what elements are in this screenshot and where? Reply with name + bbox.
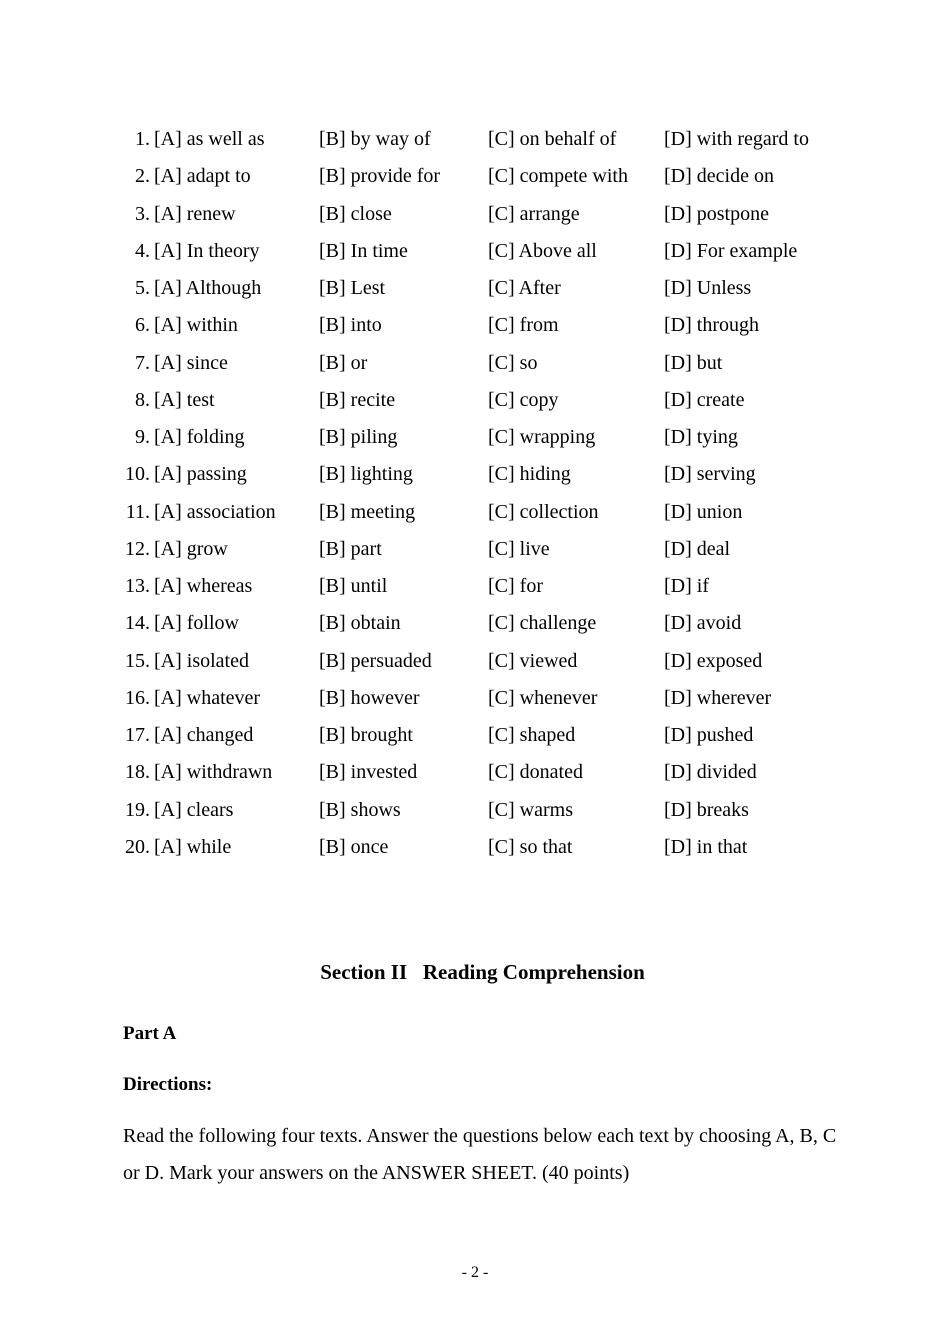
option-a: [A] clears — [154, 798, 234, 821]
option-b: [B] obtain — [319, 612, 401, 635]
option-c: [C] collection — [488, 500, 599, 523]
option-d: [D] divided — [664, 761, 757, 784]
option-c: [C] viewed — [488, 649, 578, 672]
option-b: [B] by way of — [319, 128, 431, 150]
option-b: [B] into — [319, 314, 382, 337]
option-a: [A] within — [154, 314, 238, 337]
option-c: [C] arrange — [488, 202, 580, 225]
option-a: [A] folding — [154, 426, 245, 448]
option-b: [B] close — [319, 202, 392, 225]
question-row — [0, 419, 950, 456]
question-options-list — [0, 121, 950, 866]
option-c: [C] donated — [488, 761, 583, 784]
question-row — [0, 605, 950, 642]
question-number: 14. — [125, 612, 150, 635]
option-a: [A] as well as — [154, 128, 265, 150]
question-row — [0, 531, 950, 568]
question-row — [0, 307, 950, 344]
option-a: [A] test — [154, 388, 215, 411]
option-a: [A] withdrawn — [154, 761, 273, 784]
option-a: [A] since — [154, 351, 228, 374]
option-b: [B] Lest — [319, 277, 386, 299]
question-number: 11. — [125, 500, 150, 523]
option-d: [D] with regard to — [664, 128, 809, 150]
question-row — [0, 233, 950, 270]
option-d: [D] deal — [664, 537, 731, 560]
option-c: [C] After — [488, 277, 561, 299]
option-a: [A] changed — [154, 724, 254, 746]
option-c: [C] warms — [488, 798, 573, 821]
question-row — [0, 158, 950, 195]
option-a: [A] grow — [154, 537, 228, 560]
option-d: [D] if — [664, 575, 709, 597]
directions-heading: Directions: — [123, 1074, 213, 1095]
option-b: [B] provide for — [319, 165, 441, 188]
option-b: [B] until — [319, 575, 388, 597]
option-d: [D] For example — [664, 239, 798, 262]
option-c: [C] Above all — [488, 239, 597, 262]
question-number: 8. — [135, 388, 150, 411]
question-row — [0, 643, 950, 680]
option-a: [A] In theory — [154, 239, 260, 262]
question-number: 10. — [125, 463, 150, 486]
part-title: Part A — [123, 1023, 177, 1044]
option-b: [B] brought — [319, 724, 413, 746]
option-c: [C] hiding — [488, 463, 571, 486]
question-row — [0, 717, 950, 754]
option-c: [C] on behalf of — [488, 128, 617, 150]
question-number: 20. — [125, 835, 150, 858]
question-number: 18. — [125, 761, 150, 784]
option-d: [D] Unless — [664, 277, 752, 299]
option-d: [D] union — [664, 500, 743, 523]
option-d: [D] but — [664, 351, 723, 374]
question-number: 6. — [135, 314, 150, 337]
option-a: [A] renew — [154, 202, 236, 225]
question-row — [0, 754, 950, 791]
option-b: [B] recite — [319, 388, 396, 411]
option-b: [B] piling — [319, 426, 398, 448]
question-number: 9. — [135, 426, 150, 448]
question-number: 3. — [135, 202, 150, 225]
option-a: [A] while — [154, 835, 232, 858]
option-a: [A] follow — [154, 612, 239, 635]
option-b: [B] part — [319, 537, 382, 560]
question-number: 17. — [125, 724, 150, 746]
option-b: [B] In time — [319, 239, 408, 262]
option-d: [D] postpone — [664, 202, 769, 225]
option-d: [D] exposed — [664, 649, 763, 672]
question-row — [0, 456, 950, 493]
question-row — [0, 568, 950, 605]
option-b: [B] meeting — [319, 500, 416, 523]
option-b: [B] however — [319, 686, 420, 709]
option-d: [D] pushed — [664, 724, 754, 746]
question-number: 2. — [135, 165, 150, 188]
option-b: [B] persuaded — [319, 649, 432, 672]
question-row — [0, 382, 950, 419]
question-row — [0, 121, 950, 158]
question-row — [0, 196, 950, 233]
question-row — [0, 792, 950, 829]
question-row — [0, 494, 950, 531]
option-a: [A] Although — [154, 277, 262, 299]
option-c: [C] so that — [488, 835, 573, 858]
option-c: [C] from — [488, 314, 559, 337]
option-b: [B] invested — [319, 761, 418, 784]
option-d: [D] serving — [664, 463, 756, 486]
question-number: 16. — [125, 686, 150, 709]
option-d: [D] through — [664, 314, 759, 337]
option-c: [C] live — [488, 537, 550, 560]
question-row — [0, 270, 950, 307]
option-a: [A] adapt to — [154, 165, 251, 188]
option-b: [B] or — [319, 351, 368, 374]
option-b: [B] lighting — [319, 463, 413, 486]
option-c: [C] wrapping — [488, 426, 596, 448]
question-row — [0, 680, 950, 717]
section-title: Section II Reading Comprehension — [320, 960, 645, 984]
question-number: 5. — [135, 277, 150, 299]
question-number: 1. — [135, 128, 150, 150]
question-row — [0, 345, 950, 382]
question-number: 4. — [135, 239, 150, 262]
option-a: [A] isolated — [154, 649, 249, 672]
option-c: [C] whenever — [488, 686, 598, 709]
option-d: [D] avoid — [664, 612, 742, 635]
option-a: [A] whatever — [154, 686, 261, 709]
question-number: 7. — [135, 351, 150, 374]
option-c: [C] compete with — [488, 165, 628, 188]
option-c: [C] for — [488, 575, 543, 597]
option-d: [D] tying — [664, 426, 738, 448]
option-d: [D] in that — [664, 835, 748, 858]
question-number: 13. — [125, 575, 150, 597]
question-number: 15. — [125, 649, 150, 672]
option-d: [D] create — [664, 388, 745, 411]
option-c: [C] challenge — [488, 612, 597, 635]
option-c: [C] shaped — [488, 724, 576, 746]
page-number: - 2 - — [461, 1264, 489, 1281]
option-c: [C] copy — [488, 388, 559, 411]
question-number: 12. — [125, 537, 150, 560]
option-a: [A] passing — [154, 463, 247, 486]
option-d: [D] wherever — [664, 686, 772, 709]
option-c: [C] so — [488, 351, 538, 374]
option-d: [D] breaks — [664, 798, 749, 821]
option-a: [A] whereas — [154, 575, 253, 597]
option-b: [B] shows — [319, 798, 401, 821]
directions-text: Read the following four texts. Answer the questions below each text by choosing A, B, C or D. Mark your answers on the ANSWER SHEET. (40 points) — [123, 1125, 837, 1184]
option-b: [B] once — [319, 835, 389, 858]
question-row — [0, 829, 950, 866]
option-a: [A] association — [154, 500, 276, 523]
question-number: 19. — [125, 798, 150, 821]
option-d: [D] decide on — [664, 165, 774, 188]
